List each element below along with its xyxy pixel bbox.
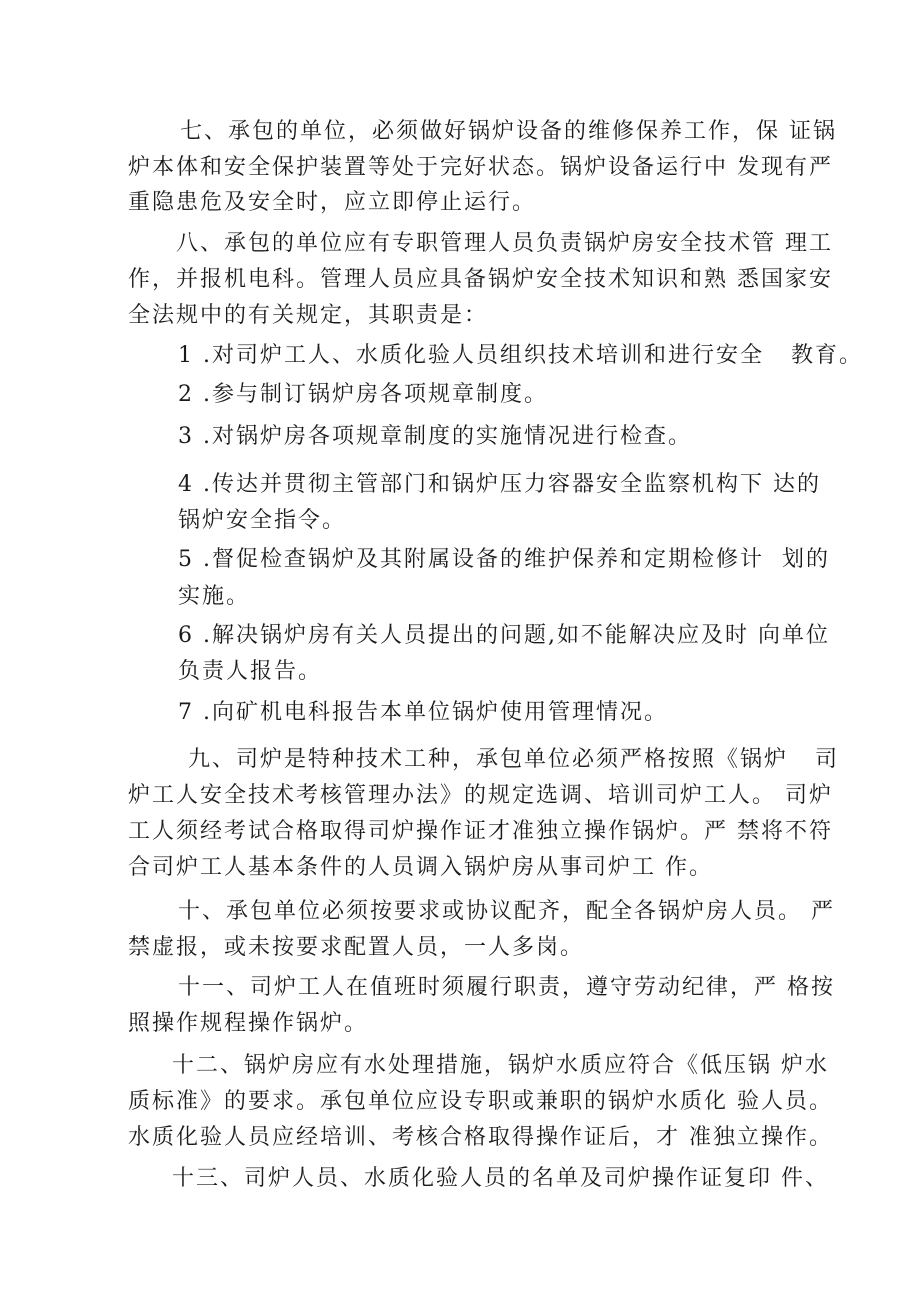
section-10-line-2: 禁虚报，或未按要求配置人员，一人多岗。	[128, 935, 585, 960]
duty-1-line-1: 1 .对司炉工人、水质化验人员组织技术培训和进行安全 教育。	[178, 343, 863, 368]
duty-6-line-1: 6 .解决锅炉房有关人员提出的问题,如不能解决应及时 向单位	[178, 623, 830, 648]
section-11-line-1: 十一、司炉工人在值班时须履行职责，遵守劳动纪律，严 格按	[178, 975, 835, 1000]
section-12-line-2: 质标准》的要求。承包单位应设专职或兼职的锅炉水质化 验人员。	[128, 1089, 833, 1114]
section-8-line-3: 全法规中的有关规定，其职责是：	[128, 303, 489, 328]
section-9-line-3: 工人须经考试合格取得司炉操作证才准独立操作锅炉。严 禁将不符	[128, 819, 833, 844]
section-7-line-3: 重隐患危及安全时，应立即停止运行。	[128, 190, 537, 215]
duty-4-line-1: 4 .传达并贯彻主管部门和锅炉压力容器安全监察机构下 达的	[178, 472, 821, 497]
duty-7-line-1: 7 .向矿机电科报告本单位锅炉使用管理情况。	[178, 700, 668, 725]
section-13-line-1: 十三、司炉人员、水质化验人员的名单及司炉操作证复印 件、	[172, 1166, 829, 1191]
duty-6-line-2: 负责人报告。	[178, 659, 323, 684]
duty-3-line-1: 3 .对锅炉房各项规章制度的实施情况进行检查。	[178, 424, 692, 449]
section-9-line-4: 合司炉工人基本条件的人员调入锅炉房从事司炉工 作。	[128, 855, 713, 880]
section-9-line-1: 九、司炉是特种技术工种，承包单位必须严格按照《锅炉 司	[188, 747, 839, 772]
section-8-line-2: 作，并报机电科。管理人员应具备锅炉安全技术知识和熟 悉国家安	[128, 267, 833, 292]
section-12-line-3: 水质化验人员应经培训、考核合格取得操作证后，才 准独立操作。	[128, 1125, 833, 1150]
duty-5-line-2: 实施。	[178, 584, 251, 609]
section-11-line-2: 照操作规程操作锅炉。	[128, 1011, 369, 1036]
duty-4-line-2: 锅炉安全指令。	[178, 508, 347, 533]
duty-2-line-1: 2 .参与制订锅炉房各项规章制度。	[178, 382, 548, 407]
section-10-line-1: 十、承包单位必须按要求或协议配齐，配全各锅炉房人员。 严	[178, 899, 835, 924]
section-12-line-1: 十二、锅炉房应有水处理措施，锅炉水质应符合《低压锅 炉水	[172, 1053, 829, 1078]
section-7-line-1: 七、承包的单位，必须做好锅炉设备的维修保养工作，保 证锅	[180, 119, 837, 144]
section-7-line-2: 炉本体和安全保护装置等处于完好状态。锅炉设备运行中 发现有严	[128, 155, 833, 180]
section-8-line-1: 八、承包的单位应有专职管理人员负责锅炉房安全技术管 理工	[176, 231, 833, 256]
duty-5-line-1: 5 .督促检查锅炉及其附属设备的维护保养和定期检修计 划的	[178, 547, 830, 572]
section-9-line-2: 炉工人安全技术考核管理办法》的规定选调、培训司炉工人。 司炉	[128, 783, 833, 808]
